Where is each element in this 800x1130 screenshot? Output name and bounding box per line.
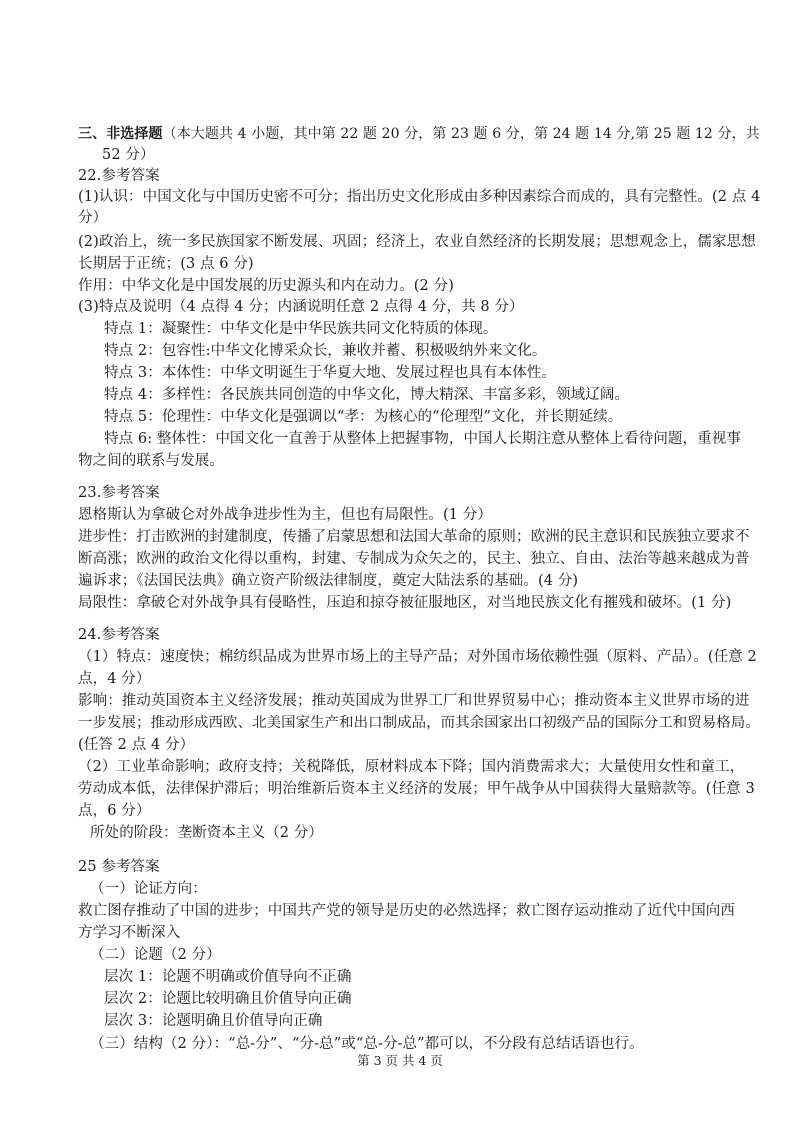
q22-p4: (3)特点及说明（4 点得 4 分；内涵说明任意 2 点得 4 分，共 8 分）: [78, 299, 524, 315]
q22-feature-4: 特点 4：多样性：各民族共同创造的中华文化，博大精深、丰富多彩，领域辽阔。: [104, 387, 630, 403]
section-description: （本大题共 4 小题，其中第 22 题 20 分，第 23 题 6 分，第 24 题 14 分,第 25 题 12 分，共: [162, 126, 760, 142]
q25-heading: 25 参考答案: [78, 859, 160, 875]
q25-line-4: （二）论题（2 分）: [90, 947, 221, 963]
q25-line-1: （一）论证方向：: [90, 881, 207, 897]
q22-p1-line1: (1)认识：中国文化与中国历史密不可分；指出历史文化形成由多种因素综合而成的，具有完整性。(2 点 4: [78, 189, 761, 205]
q22-p2-line1: (2)政治上，统一多民族国家不断发展、巩固；经济上，农业自然经济的长期发展；思想观念上，儒家思想: [78, 234, 756, 250]
q24-line-1: （1）特点：速度快；棉纺织品成为世界市场上的主导产品；对外国市场依赖性强（原料、产品）。(任意 2: [78, 649, 757, 665]
q22-feature-5: 特点 5：伦理性：中华文化是强调以“孝：为核心的“伦理型”文化，并长期延续。: [104, 409, 623, 425]
q23-heading: 23.参考答案: [78, 485, 160, 501]
q24-line-7: 劳动成本低，法律保护滞后；明治维新后资本主义经济的发展；甲午战争从中国获得大量赔款等。(任意 3: [78, 781, 755, 797]
q24-line-3: 影响：推动英国资本主义经济发展；推动英国成为世界工厂和世界贸易中心；推动资本主义世界市场的进: [78, 693, 750, 709]
q24-line-6: （2）工业革命影响；政府支持；关税降低，原材料成本下降；国内消费需求大；大量使用女性和童工，: [78, 759, 745, 775]
q24-line-5: (任答 2 点 4 分）: [78, 737, 195, 753]
q22-p3: 作用：中华文化是中国发展的历史源头和内在动力。(2 分): [78, 278, 454, 294]
q25-line-5: （三）结构（2 分）：“总-分”、“分-总”或“总-分-总”都可以，不分段有总结话语也行。: [90, 1036, 644, 1052]
q24-line-4: 一步发展；推动形成西欧、北美国家生产和出口制成品，而其余国家出口初级产品的国际分工和贸易格局。: [78, 715, 760, 731]
q22-feature-3: 特点 3：本体性：中华文明诞生于华夏大地、发展过程也具有本体性。: [104, 365, 557, 381]
q23-line-4: 遍诉求；《法国民法典》确立资产阶级法律制度，奠定大陆法系的基础。(4 分): [78, 573, 579, 589]
page-number: 第 3 页 共 4 页: [357, 1053, 443, 1068]
q22-feature-1: 特点 1：凝聚性：中华文化是中华民族共同文化特质的体现。: [104, 321, 498, 337]
q22-p1-line2: 分）: [78, 210, 108, 226]
section-header: [78, 124, 760, 144]
section-title: 三、非选择题: [78, 126, 163, 142]
q25-line-3: 方学习不断深入: [78, 925, 181, 941]
q25-line-2: 救亡图存推动了中国的进步；中国共产党的领导是历史的必然选择；救亡图存运动推动了近代中国向西: [78, 903, 735, 919]
q22-feature-2: 特点 2：包容性:中华文化博采众长，兼收并蓄、积极吸纳外来文化。: [104, 343, 547, 359]
q25-level-2: 层次 2：论题比较明确且价值导向正确: [104, 991, 352, 1007]
section-description-cont: 52 分）: [102, 147, 155, 163]
q24-line-9: 所处的阶段：垄断资本主义（2 分）: [90, 825, 324, 841]
q25-level-3: 层次 3：论题明确且价值导向正确: [104, 1013, 323, 1029]
q24-line-2: 点，4 分）: [78, 671, 151, 687]
q22-feature-6-line2: 物之间的联系与发展。: [78, 453, 224, 469]
q25-level-1: 层次 1：论题不明确或价值导向不正确: [104, 969, 352, 985]
q23-line-2: 进步性：打击欧洲的封建制度，传播了启蒙思想和法国大革命的原则；欧洲的民主意识和民族独立要求不: [78, 529, 750, 545]
q22-feature-6-line1: 特点 6: 整体性：中国文化一直善于从整体上把握事物，中国人长期注意从整体上看待问题，重视事: [104, 431, 741, 447]
q24-heading: 24.参考答案: [78, 627, 160, 643]
q23-line-1: 恩格斯认为拿破仑对外战争进步性为主，但也有局限性。(1 分）: [78, 507, 492, 523]
q23-line-5: 局限性：拿破仑对外战争具有侵略性，压迫和掠夺被征服地区，对当地民族文化有摧残和破坏。(1 分): [78, 595, 732, 611]
q22-heading: 22.参考答案: [78, 168, 160, 184]
q22-p2-line2: 长期居于正统；(3 点 6 分): [78, 256, 254, 272]
q24-line-8: 点，6 分）: [78, 803, 151, 819]
q23-line-3: 断高涨；欧洲的政治文化得以重构，封建、专制成为众矢之的，民主、独立、自由、法治等越来越成为普: [78, 551, 750, 567]
